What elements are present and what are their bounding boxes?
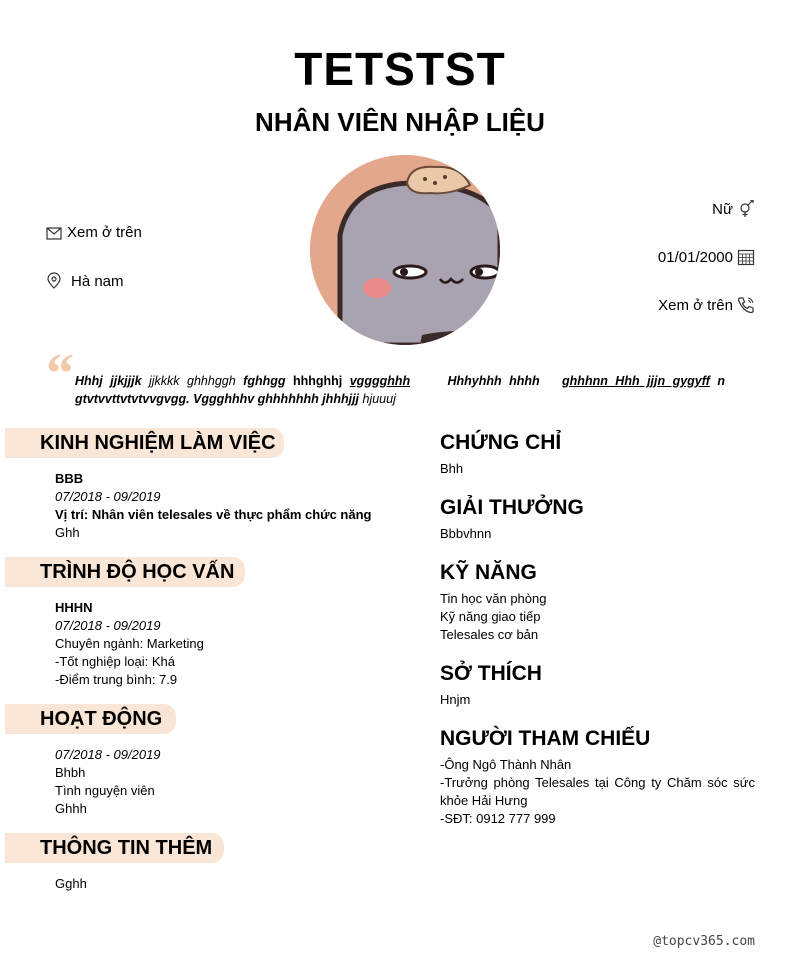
additional-text: Gghh [55, 876, 87, 891]
quote-icon: “ [46, 343, 74, 405]
objective-part: vgggghhh [349, 374, 411, 388]
avatar-illustration [310, 155, 500, 345]
candidate-name: TETSTST [294, 43, 506, 95]
education-line: Chuyên ngành: Marketing [55, 636, 204, 651]
references-block [440, 756, 755, 828]
phone-row [658, 296, 755, 314]
gender-value: Nữ [712, 200, 733, 218]
awards-text: Bbbvhnn [440, 526, 492, 541]
hobbies-heading: SỞ THÍCH [440, 662, 542, 685]
address-value: Hà nam [71, 272, 124, 290]
objective-part: hhhghhj [292, 374, 343, 388]
experience-position: Vị trí: Nhân viên telesales về thực phẩm chức năng [55, 507, 372, 522]
gender-icon [737, 200, 755, 218]
experience-description: Ghh [55, 525, 80, 540]
location-pin-icon [45, 272, 63, 290]
career-objective [75, 372, 725, 408]
reference-line: -SĐT: 0912 777 999 [440, 811, 556, 826]
skill-item: Tin học văn phòng [440, 591, 547, 606]
birthday-value: 01/01/2000 [657, 248, 733, 266]
experience-date: 07/2018 - 09/2019 [55, 489, 161, 504]
gender-row [712, 200, 755, 218]
phone-value: Xem ở trên [658, 296, 733, 314]
references-heading: NGƯỜI THAM CHIẾU [440, 727, 651, 750]
objective-part: hjuuuj [362, 392, 396, 406]
skill-item: Telesales cơ bản [440, 627, 539, 642]
objective-part: jjkjjjk [110, 374, 142, 388]
education-line: -Tốt nghiệp loại: Khá [55, 654, 175, 669]
email-value: Xem ở trên [67, 224, 142, 241]
skills-heading: KỸ NĂNG [440, 561, 537, 584]
education-line: -Điểm trung bình: 7.9 [55, 672, 178, 687]
experience-heading: KINH NGHIỆM LÀM VIỆC [5, 428, 284, 458]
address-row [45, 272, 124, 290]
objective-part: ghhhnn Hhh jjjn gygyff [562, 374, 710, 388]
education-school: HHHN [55, 600, 93, 615]
birthday-row [658, 248, 755, 266]
email-row [45, 224, 142, 241]
objective-part: Hhhj [75, 374, 103, 388]
awards-heading: GIẢI THƯỞNG [440, 496, 584, 519]
activities-line: Tình nguyện viên [55, 783, 155, 798]
objective-part: fghhgg [243, 374, 286, 388]
footer-brand: @topcv365.com [653, 934, 755, 949]
objective-part: Hhhyhhh hhhh [447, 374, 540, 388]
reference-line: -Trưởng phòng Telesales tại Công ty Chăm sóc sức khỏe Hải Hưng [440, 775, 755, 808]
envelope-icon [45, 225, 63, 241]
objective-part: n gtvtvvttvtvtvvgvgg. Vggghhhv ghhhhhhh jhhhjjj [75, 374, 725, 406]
activities-heading: HOẠT ĐỘNG [5, 704, 176, 734]
objective-part: jjkkkk ghhhggh [149, 374, 236, 388]
hobbies-text: Hnjm [440, 692, 471, 707]
additional-heading: THÔNG TIN THÊM [5, 833, 224, 863]
education-heading: TRÌNH ĐỘ HỌC VẤN [5, 557, 245, 587]
reference-line: -Ông Ngô Thành Nhân [440, 757, 572, 772]
calendar-icon [737, 248, 755, 266]
activities-line: Bhbh [55, 765, 86, 780]
education-date: 07/2018 - 09/2019 [55, 618, 161, 633]
avatar [310, 155, 500, 345]
activities-date: 07/2018 - 09/2019 [55, 747, 161, 762]
experience-company: BBB [55, 471, 84, 486]
activities-line: Ghhh [55, 801, 87, 816]
phone-icon [737, 296, 755, 314]
certificates-text: Bhh [440, 461, 464, 476]
certificates-heading: CHỨNG CHỈ [440, 431, 562, 454]
skill-item: Kỹ năng giao tiếp [440, 609, 541, 624]
job-title: NHÂN VIÊN NHẬP LIỆU [255, 107, 545, 137]
